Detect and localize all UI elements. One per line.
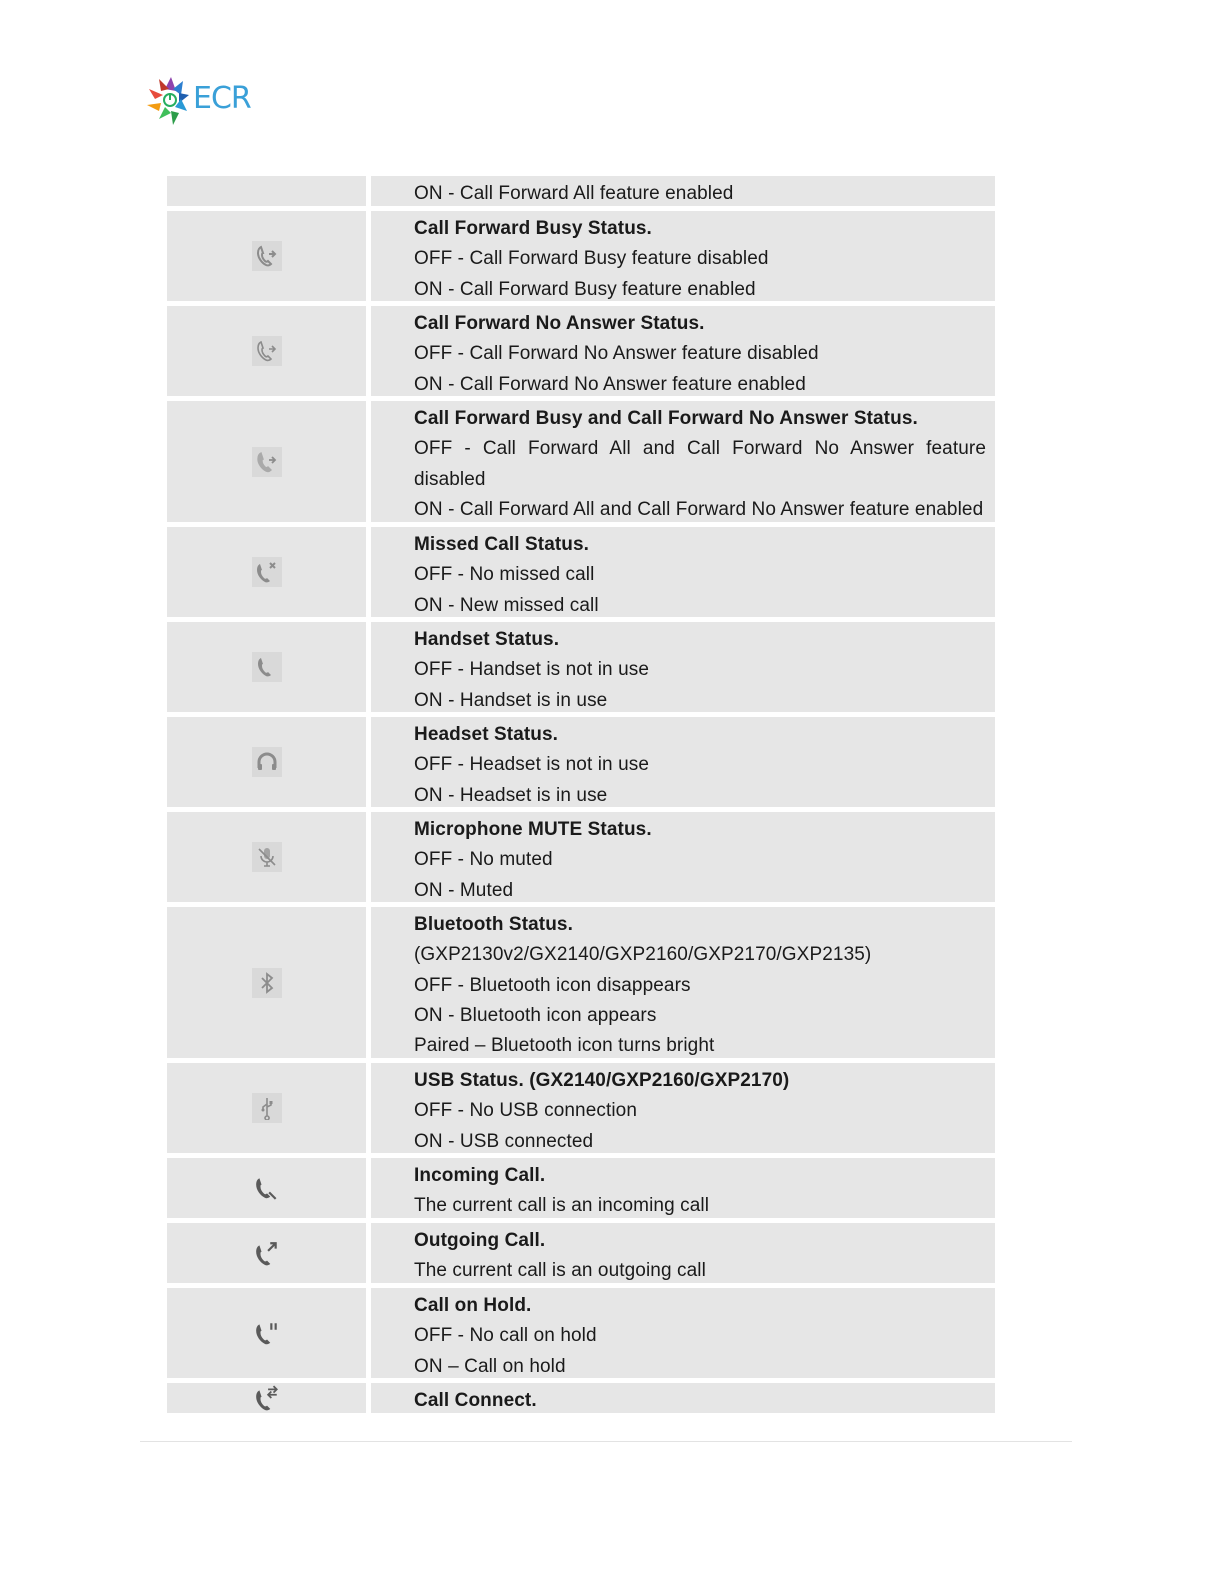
company-logo xyxy=(143,73,263,129)
status-description: OFF - Call Forward Busy feature disabled xyxy=(414,248,769,270)
status-description: OFF - Bluetooth icon disappears xyxy=(414,974,691,996)
table-row xyxy=(167,622,995,712)
missed-call-icon xyxy=(252,557,282,587)
call-forward-busy-icon xyxy=(252,241,282,271)
status-description: ON - USB connected xyxy=(414,1130,594,1152)
icon-cell xyxy=(167,527,366,617)
status-description: ON – Call on hold xyxy=(414,1355,566,1377)
status-description: ON - Handset is in use xyxy=(414,689,608,711)
icon-cell xyxy=(167,907,366,1058)
table-row xyxy=(167,401,995,522)
status-description: OFF - Call Forward All and Call Forward No Answer feature disabled xyxy=(414,438,986,490)
status-description: ON - New missed call xyxy=(414,594,599,616)
icon-cell xyxy=(167,211,366,301)
status-description: OFF - No call on hold xyxy=(414,1325,597,1347)
status-title: Call Connect. xyxy=(414,1390,537,1411)
status-description: OFF - No USB connection xyxy=(414,1100,637,1122)
call-connect-icon xyxy=(252,1383,282,1413)
status-title: Incoming Call. xyxy=(414,1165,546,1186)
description-cell xyxy=(371,812,995,902)
status-description: OFF - Handset is not in use xyxy=(414,659,650,681)
status-description: OFF - No muted xyxy=(414,849,553,871)
description-cell xyxy=(371,306,995,396)
status-description: ON - Call Forward All and Call Forward No Answer feature enabled xyxy=(414,498,984,520)
status-description: Paired – Bluetooth icon turns bright xyxy=(414,1035,715,1057)
status-title: Headset Status. xyxy=(414,724,559,745)
status-description: ON - Headset is in use xyxy=(414,784,608,806)
status-title: Missed Call Status. xyxy=(414,534,590,555)
icon-cell xyxy=(167,1383,366,1413)
status-description: ON - Bluetooth icon appears xyxy=(414,1004,657,1026)
table-row xyxy=(167,1063,995,1153)
table-row xyxy=(167,812,995,902)
status-title: Call Forward Busy Status. xyxy=(414,218,652,239)
description-cell xyxy=(371,1223,995,1283)
footer-divider xyxy=(140,1441,1072,1442)
microphone-mute-icon xyxy=(252,842,282,872)
table-row xyxy=(167,717,995,807)
incoming-call-icon xyxy=(252,1173,282,1203)
bluetooth-icon xyxy=(252,968,282,998)
status-description: ON - Muted xyxy=(414,879,514,901)
description-cell xyxy=(371,622,995,712)
status-title: Call Forward Busy and Call Forward No Answer Status. xyxy=(414,408,918,429)
headset-icon xyxy=(252,747,282,777)
description-cell xyxy=(371,527,995,617)
icon-cell xyxy=(167,176,366,206)
icon-cell xyxy=(167,812,366,902)
status-description: OFF - No missed call xyxy=(414,564,595,586)
description-cell xyxy=(371,1383,995,1413)
icon-cell xyxy=(167,622,366,712)
description-cell xyxy=(371,211,995,301)
call-on-hold-icon xyxy=(252,1318,282,1348)
status-title: Call on Hold. xyxy=(414,1295,532,1316)
status-description: OFF - Call Forward No Answer feature disabled xyxy=(414,343,819,365)
table-row xyxy=(167,211,995,301)
status-description: ON - Call Forward No Answer feature enabled xyxy=(414,373,806,395)
table-row xyxy=(167,907,995,1058)
status-description: ON - Call Forward Busy feature enabled xyxy=(414,278,756,300)
call-forward-no-answer-icon xyxy=(252,336,282,366)
icon-cell xyxy=(167,1288,366,1378)
status-description: The current call is an incoming call xyxy=(414,1195,710,1217)
status-icon-table xyxy=(167,176,995,1418)
icon-cell xyxy=(167,306,366,396)
outgoing-call-icon xyxy=(252,1238,282,1268)
usb-icon xyxy=(252,1093,282,1123)
table-row xyxy=(167,1383,995,1413)
status-title: Outgoing Call. xyxy=(414,1230,546,1251)
description-cell xyxy=(371,1288,995,1378)
logo-text: ECR xyxy=(193,81,251,116)
call-forward-busy-no-answer-icon xyxy=(252,447,282,477)
status-description: OFF - Headset is not in use xyxy=(414,754,650,776)
icon-cell xyxy=(167,1063,366,1153)
table-row xyxy=(167,306,995,396)
status-description: (GXP2130v2/GX2140/GXP2160/GXP2170/GXP2135) xyxy=(414,944,872,966)
table-row xyxy=(167,527,995,617)
icon-cell xyxy=(167,1158,366,1218)
icon-cell xyxy=(167,1223,366,1283)
table-row xyxy=(167,176,995,206)
icon-cell xyxy=(167,717,366,807)
status-title: Microphone MUTE Status. xyxy=(414,819,652,840)
status-title: Bluetooth Status. xyxy=(414,914,573,935)
status-title: USB Status. (GX2140/GXP2160/GXP2170) xyxy=(414,1070,790,1091)
icon-cell xyxy=(167,401,366,522)
table-row xyxy=(167,1158,995,1218)
status-title: Handset Status. xyxy=(414,629,560,650)
status-description: ON - Call Forward All feature enabled xyxy=(414,183,734,204)
table-row xyxy=(167,1288,995,1378)
description-cell xyxy=(371,176,995,206)
table-row xyxy=(167,1223,995,1283)
description-cell xyxy=(371,717,995,807)
description-cell xyxy=(371,1158,995,1218)
description-cell xyxy=(371,401,995,522)
description-cell xyxy=(371,1063,995,1153)
status-title: Call Forward No Answer Status. xyxy=(414,313,705,334)
description-cell xyxy=(371,907,995,1058)
handset-icon xyxy=(252,652,282,682)
status-description: The current call is an outgoing call xyxy=(414,1260,706,1282)
